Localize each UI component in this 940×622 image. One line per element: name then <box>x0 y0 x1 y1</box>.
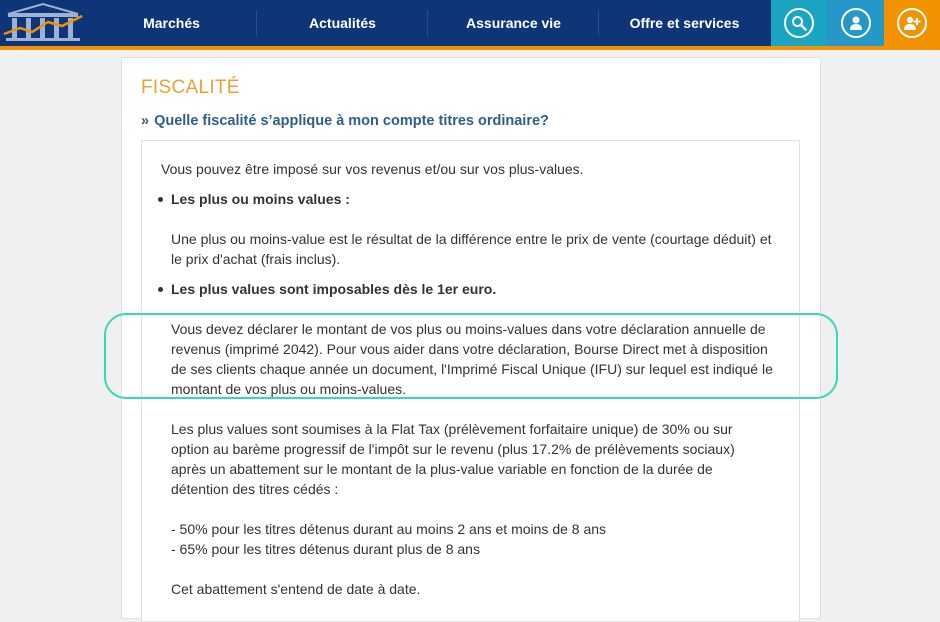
declaration-text-line: de ses clients chaque année un document, l'Imprimé Fiscal Unique (IFU) sur lequel est indiqué le <box>171 361 773 377</box>
bullet1-text-line: Une plus ou moins-value est le résultat de la différence entre le prix de vente (courtage déduit) et <box>171 231 772 247</box>
search-button[interactable] <box>771 0 827 46</box>
register-button[interactable] <box>884 0 940 46</box>
header-accent-strip <box>0 46 940 50</box>
section-title: FISCALITÉ <box>141 77 240 98</box>
double-chevron-right-icon: » <box>141 113 150 129</box>
bullet-title-imposables: Les plus values sont imposables dès le 1er euro. <box>171 281 497 297</box>
nav-marches[interactable]: Marchés <box>86 0 257 46</box>
bullet1-text-line: le prix d'achat (frais inclus). <box>171 251 341 267</box>
user-icon <box>841 8 871 38</box>
flat-tax-text-line: Les plus values sont soumises à la Flat Tax (prélèvement forfaitaire unique) de 30% ou sur <box>171 421 733 437</box>
nav-assurance-vie[interactable]: Assurance vie <box>428 0 599 46</box>
bullet-dot <box>158 287 163 292</box>
bullet-dot <box>158 197 163 202</box>
nav-actualites[interactable]: Actualités <box>257 0 428 46</box>
bullet-title-plus-moins-values: Les plus ou moins values : <box>171 191 350 207</box>
main-navigation <box>86 0 770 46</box>
building-columns-logo[interactable] <box>0 0 86 46</box>
declaration-text-line: Vous devez déclarer le montant de vos plus ou moins-values dans votre déclaration annuelle de <box>171 321 766 337</box>
flat-tax-text-line: après un abattement sur le montant de la plus-value variable en fonction de la durée de <box>171 461 713 477</box>
flat-tax-text-line: option au barème progressif de l'impôt sur le revenu (plus 17.2% de prélèvements sociaux) <box>171 441 735 457</box>
declaration-text-line: montant de vos plus ou moins-values. <box>171 381 407 397</box>
search-icon <box>784 8 814 38</box>
abatement-note: Cet abattement s'entend de date à date. <box>171 581 421 597</box>
answer-intro: Vous pouvez être imposé sur vos revenus et/ou sur vos plus-values. <box>161 161 584 177</box>
declaration-text-line: revenus (imprimé 2042). Pour vous aider dans votre déclaration, Bourse Direct met à disposition <box>171 341 768 357</box>
faq-question[interactable] <box>141 113 549 129</box>
flat-tax-text-line: détention des titres cédés : <box>171 481 339 497</box>
add-user-icon <box>897 8 927 38</box>
nav-offre-et-services[interactable]: Offre et services <box>629 15 740 31</box>
abatement-rate-line: - 50% pour les titres détenus durant au moins 2 ans et moins de 8 ans <box>171 521 607 537</box>
faq-question-text: Quelle fiscalité s’applique à mon compte titres ordinaire? <box>154 113 549 129</box>
abatement-rate-line: - 65% pour les titres détenus durant plus de 8 ans <box>171 541 480 557</box>
account-button[interactable] <box>827 0 884 46</box>
